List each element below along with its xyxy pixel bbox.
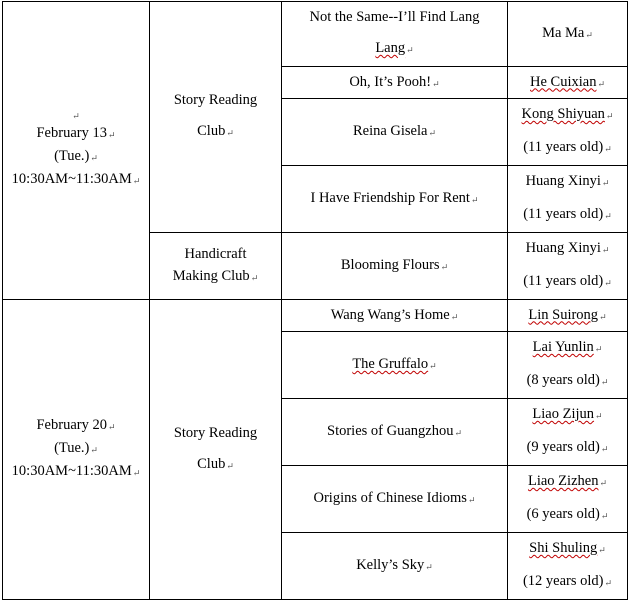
person-cell [508,399,628,466]
title-line1: Blooming Flours [340,257,440,273]
person-name: Shi Shuling↵ [529,540,606,556]
club-name-line2: Club↵ [197,455,234,472]
date-label: February 13↵ [36,125,116,141]
club-name-line2: Club↵ [197,123,234,139]
title-cell: Stories of Guangzhou↵ [282,399,508,466]
club-name-line1: Handicraft [184,246,247,262]
person-age: (11 years old)↵ [523,273,612,289]
title-cell: Kelly’s Sky↵ [282,533,508,600]
schedule-table [2,1,628,600]
person-cell [508,233,628,300]
title-cell: The Gruffalo↵ [282,332,508,399]
club-name-line2: Making Club↵ [172,268,259,284]
person-age: (8 years old)↵ [526,372,609,388]
person-cell: Lin Suirong↵ [508,300,628,332]
person-cell: He Cuixian↵ [508,67,628,99]
title-line1: Reina Gisela [352,123,428,139]
time-label: 10:30AM~11:30AM↵ [11,171,141,187]
person-name: Huang Xinyi↵ [525,240,610,256]
date-cell [3,300,150,600]
title-line1: The Gruffalo [352,356,429,372]
day-label: (Tue.)↵ [54,148,98,164]
club-cell [150,2,282,233]
title-line1: Not the Same--I’ll Find Lang [309,9,480,25]
person-age: (6 years old)↵ [526,506,609,522]
title-cell: Wang Wang’s Home↵ [282,300,508,332]
person-name: He Cuixian [530,73,597,90]
person-name: Huang Xinyi↵ [525,173,610,189]
title-line1: Oh, It’s Pooh! [349,73,432,90]
person-name: Ma Ma [542,25,585,41]
title-cell: I Have Friendship For Rent↵ [282,166,508,233]
club-name-line1: Story Reading [173,92,258,108]
person-cell: Ma Ma↵ [508,2,628,67]
date-cell [3,2,150,300]
title-line1: Stories of Guangzhou [327,423,454,439]
club-name-line1: Story Reading [173,424,258,441]
date-label: February 20↵ [36,417,116,433]
person-name: Liao Zijun↵ [532,406,603,422]
person-cell [508,332,628,399]
person-name: Lin Suirong [528,306,599,323]
time-label: 10:30AM~11:30AM↵ [11,463,141,479]
title-cell: Origins of Chinese Idioms↵ [282,466,508,533]
person-cell [508,166,628,233]
title-line1: Kelly’s Sky [356,557,425,573]
person-age: (11 years old)↵ [523,206,612,222]
title-cell [282,2,508,67]
title-line2: Lang↵ [375,40,414,56]
title-line1: I Have Friendship For Rent [310,190,470,206]
person-cell [508,466,628,533]
day-label: (Tue.)↵ [54,440,98,456]
person-cell [508,533,628,600]
person-name: Liao Zizhen↵ [527,473,607,489]
person-name: Kong Shiyuan↵ [521,106,614,122]
person-name: Lai Yunlin↵ [532,339,603,355]
person-cell [508,99,628,166]
title-cell: Reina Gisela↵ [282,99,508,166]
person-age: (11 years old)↵ [523,139,612,155]
title-cell: Blooming Flours↵ [282,233,508,300]
club-cell [150,300,282,600]
title-line1: Wang Wang’s Home [330,306,450,323]
person-age: (9 years old)↵ [526,439,609,455]
paragraph-mark-icon: ↵ [72,111,80,121]
title-cell: Oh, It’s Pooh!↵ [282,67,508,99]
title-line1: Origins of Chinese Idioms [313,490,467,506]
club-cell [150,233,282,300]
person-age: (12 years old)↵ [522,573,613,589]
